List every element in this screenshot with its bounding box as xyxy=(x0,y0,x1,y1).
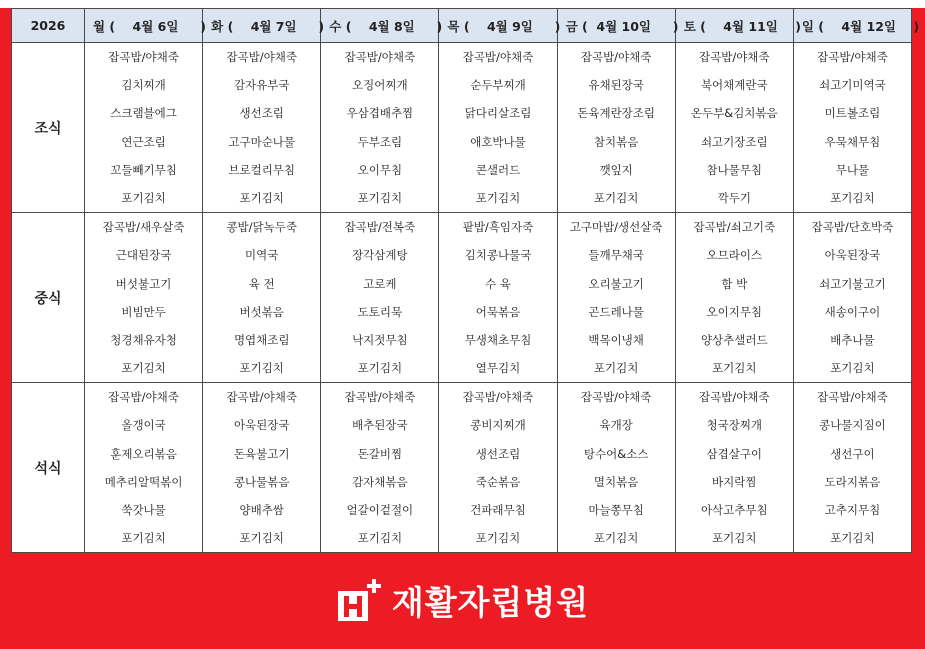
day-header-sat: 토 ( 4월 11일 ) xyxy=(675,9,793,43)
menu-item: 오리불고기 xyxy=(588,276,644,291)
menu-item: 포기김치 xyxy=(712,361,757,376)
menu-cell-lunch-fri xyxy=(557,213,675,383)
menu-cell-dinner-wed xyxy=(321,383,439,553)
menu-item: 열무김치 xyxy=(475,361,521,376)
menu-item: 포기김치 xyxy=(830,361,875,376)
menu-cell-breakfast-thu xyxy=(439,43,557,213)
menu-item: 잡곡밥/야채죽 xyxy=(108,390,179,405)
menu-item: 멸치볶음 xyxy=(593,474,639,489)
menu-item: 연근조림 xyxy=(121,134,166,149)
menu-item: 오므라이스 xyxy=(706,248,763,263)
menu-item: 오이지무침 xyxy=(706,304,763,319)
menu-item: 아욱된장국 xyxy=(233,418,290,433)
menu-item: 스크램블에그 xyxy=(110,106,177,121)
menu-cell-dinner-tue xyxy=(203,383,321,553)
menu-item: 잡곡밥/야채죽 xyxy=(462,50,534,64)
menu-item: 미트볼조림 xyxy=(824,106,881,121)
menu-item: 쇠고기장조림 xyxy=(700,134,768,149)
menu-item: 도라지볶음 xyxy=(824,474,881,489)
menu-item: 잡곡밥/단호박죽 xyxy=(811,220,894,235)
menu-item: 콩비지찌개 xyxy=(470,418,526,433)
menu-item: 바지락찜 xyxy=(712,474,757,489)
menu-item: 훈제오리볶음 xyxy=(110,446,177,461)
menu-item: 애호박나물 xyxy=(470,134,526,149)
menu-item: 생선구이 xyxy=(830,446,875,461)
menu-item: 온두부&김치볶음 xyxy=(690,106,778,121)
day-header-mon: 월 ( 4월 6일 ) xyxy=(85,9,203,43)
menu-item: 잡곡밥/야채죽 xyxy=(699,390,770,405)
menu-item: 포기김치 xyxy=(357,361,403,376)
menu-cell-dinner-fri xyxy=(557,383,675,553)
menu-item: 고구마밥/생선살죽 xyxy=(569,220,663,235)
menu-item: 콘샐러드 xyxy=(475,162,521,177)
menu-item: 잡곡밥/야채죽 xyxy=(817,50,888,64)
menu-item: 양배추쌈 xyxy=(239,503,284,517)
menu-item: 콩밥/닭녹두죽 xyxy=(226,220,297,235)
menu-item: 죽순볶음 xyxy=(475,474,521,489)
menu-item: 쇠고기미역국 xyxy=(819,78,886,93)
menu-item: 포기김치 xyxy=(121,190,166,205)
menu-item: 곤드레나물 xyxy=(588,304,644,319)
menu-item: 잡곡밥/전복죽 xyxy=(344,220,416,235)
menu-item: 고구마순나물 xyxy=(228,134,296,149)
menu-item: 돈육불고기 xyxy=(233,446,290,461)
menu-cell-lunch-mon xyxy=(85,213,203,383)
day-header-thu: 목 ( 4월 9일 ) xyxy=(439,9,557,43)
menu-item: 우삼겹배추찜 xyxy=(346,106,414,121)
menu-item: 포기김치 xyxy=(239,531,284,546)
menu-cell-lunch-sun xyxy=(793,213,911,383)
menu-item: 잡곡밥/야채죽 xyxy=(344,50,416,64)
footer-brand xyxy=(0,552,925,649)
meal-label-lunch: 중식 xyxy=(12,213,85,383)
menu-item: 콩나물볶음 xyxy=(233,474,290,489)
menu-cell-lunch-tue xyxy=(203,213,321,383)
menu-item: 배추나물 xyxy=(830,332,875,347)
menu-item: 함 박 xyxy=(721,276,748,291)
menu-item: 포기김치 xyxy=(475,531,521,546)
menu-item: 닭다리살조림 xyxy=(464,106,532,121)
menu-item: 삼겹살구이 xyxy=(706,446,763,461)
menu-item: 오이무침 xyxy=(357,162,403,177)
menu-item: 유채된장국 xyxy=(588,78,644,93)
menu-item: 들깨무채국 xyxy=(588,248,644,263)
day-header-wed: 수 ( 4월 8일 ) xyxy=(321,9,439,43)
menu-item: 우묵채무침 xyxy=(824,134,881,149)
menu-item: 미역국 xyxy=(245,248,279,263)
menu-item: 백목이냉채 xyxy=(588,332,644,347)
menu-item: 버섯볶음 xyxy=(239,304,284,319)
menu-item: 포기김치 xyxy=(239,190,284,205)
menu-item: 근대된장국 xyxy=(115,248,172,263)
menu-cell-lunch-wed xyxy=(321,213,439,383)
menu-item: 도토리묵 xyxy=(357,304,403,319)
menu-item: 두부조림 xyxy=(357,134,403,149)
meal-row-breakfast xyxy=(12,43,912,213)
menu-item: 포기김치 xyxy=(121,361,166,376)
menu-item: 팥밥/흑임자죽 xyxy=(462,220,534,235)
menu-item: 참치볶음 xyxy=(593,134,639,149)
menu-item: 쇠고기불고기 xyxy=(819,276,886,291)
menu-item: 잡곡밥/새우살죽 xyxy=(102,220,185,235)
menu-item: 마늘쫑무침 xyxy=(588,503,644,517)
menu-cell-breakfast-sat xyxy=(675,43,793,213)
hospital-name: 재활자립병원 xyxy=(391,583,590,622)
menu-item: 깍두기 xyxy=(717,190,751,205)
menu-item: 감자유부국 xyxy=(233,78,290,93)
menu-item: 포기김치 xyxy=(712,531,757,546)
menu-item: 양상추샐러드 xyxy=(700,332,768,347)
menu-item: 고추지무침 xyxy=(824,503,881,517)
menu-item: 육개장 xyxy=(599,418,633,433)
menu-item: 포기김치 xyxy=(121,531,166,546)
menu-item: 감자채볶음 xyxy=(352,474,408,489)
menu-cell-dinner-mon xyxy=(85,383,203,553)
menu-item: 얼갈이겉절이 xyxy=(346,503,414,517)
menu-cell-breakfast-tue xyxy=(203,43,321,213)
menu-item: 낙지젓무침 xyxy=(352,332,408,347)
menu-item: 수 육 xyxy=(485,276,511,291)
menu-item: 잡곡밥/야채죽 xyxy=(580,390,652,405)
menu-cell-dinner-sun xyxy=(793,383,911,553)
menu-cell-lunch-thu xyxy=(439,213,557,383)
menu-item: 버섯불고기 xyxy=(115,276,172,291)
menu-item: 명엽채조림 xyxy=(233,332,290,347)
meal-label-dinner: 석식 xyxy=(12,383,85,553)
menu-item: 메추리알떡볶이 xyxy=(104,474,183,489)
menu-cell-breakfast-wed xyxy=(321,43,439,213)
menu-item: 무나물 xyxy=(835,162,870,177)
weekly-menu-table xyxy=(11,8,920,553)
menu-item: 오징어찌개 xyxy=(352,78,408,93)
menu-item: 순두부찌개 xyxy=(470,78,526,93)
menu-item: 브로컬리무침 xyxy=(228,162,296,177)
menu-item: 포기김치 xyxy=(593,361,639,376)
menu-item: 아삭고추무침 xyxy=(700,503,768,517)
menu-item: 새송이구이 xyxy=(824,304,881,319)
menu-item: 청국장찌개 xyxy=(706,418,763,433)
menu-cell-breakfast-mon xyxy=(85,43,203,213)
day-header-sun: 일 ( 4월 12일 ) xyxy=(793,9,911,43)
menu-item: 포기김치 xyxy=(830,190,875,205)
menu-item: 깻잎지 xyxy=(599,162,633,177)
menu-item: 포기김치 xyxy=(357,190,403,205)
year-header: 2026 xyxy=(12,9,85,43)
meal-row-dinner xyxy=(12,383,912,553)
menu-item: 올갱이국 xyxy=(121,418,166,433)
menu-cell-breakfast-sun xyxy=(793,43,911,213)
menu-item: 육 전 xyxy=(248,276,275,291)
day-header-tue: 화 ( 4월 7일 ) xyxy=(203,9,321,43)
menu-item: 생선조림 xyxy=(239,106,284,121)
menu-item: 배추된장국 xyxy=(352,418,408,433)
menu-item: 어묵볶음 xyxy=(475,304,521,319)
menu-item: 아욱된장국 xyxy=(824,248,881,263)
menu-item: 북어채계란국 xyxy=(700,78,768,93)
menu-item: 잡곡밥/야채죽 xyxy=(817,390,888,405)
menu-item: 잡곡밥/야채죽 xyxy=(226,50,297,64)
menu-item: 돈갈비찜 xyxy=(357,446,403,461)
menu-item: 잡곡밥/쇠고기죽 xyxy=(693,220,776,235)
menu-item: 탕수어&소스 xyxy=(583,446,649,461)
menu-item: 잡곡밥/야채죽 xyxy=(108,50,179,64)
menu-item: 잡곡밥/야채죽 xyxy=(580,50,652,64)
menu-item: 포기김치 xyxy=(593,190,639,205)
table-header-row xyxy=(12,9,912,43)
menu-item: 돈육계란장조림 xyxy=(577,106,656,121)
menu-item: 장각삼계탕 xyxy=(352,248,408,263)
menu-item: 포기김치 xyxy=(239,361,284,376)
menu-item: 건파래무침 xyxy=(470,503,526,517)
menu-item: 생선조림 xyxy=(475,446,521,461)
h-plus-logo-icon xyxy=(336,577,384,625)
menu-item: 포기김치 xyxy=(830,531,875,546)
menu-item: 김치찌개 xyxy=(121,78,166,93)
menu-item: 쑥갓나물 xyxy=(121,503,166,517)
menu-item: 콩나물지짐이 xyxy=(819,418,886,433)
menu-cell-lunch-sat xyxy=(675,213,793,383)
menu-item: 잡곡밥/야채죽 xyxy=(226,390,297,405)
menu-item: 포기김치 xyxy=(475,190,521,205)
menu-item: 잡곡밥/야채죽 xyxy=(344,390,416,405)
menu-item: 꼬들빼기무침 xyxy=(110,162,177,177)
day-header-fri: 금 ( 4월 10일 ) xyxy=(557,9,675,43)
menu-cell-breakfast-fri xyxy=(557,43,675,213)
menu-item: 포기김치 xyxy=(593,531,639,546)
menu-cell-dinner-sat xyxy=(675,383,793,553)
menu-item: 청경채유자청 xyxy=(110,332,177,347)
menu-item: 고로케 xyxy=(363,276,397,291)
menu-item: 무생채초무침 xyxy=(464,332,532,347)
menu-item: 김치콩나물국 xyxy=(464,248,532,263)
meal-label-breakfast: 조식 xyxy=(12,43,85,213)
menu-item: 포기김치 xyxy=(357,531,403,546)
menu-item: 잡곡밥/야채죽 xyxy=(462,390,534,405)
top-margin xyxy=(0,0,925,8)
menu-cell-dinner-thu xyxy=(439,383,557,553)
meal-row-lunch xyxy=(12,213,912,383)
menu-item: 참나물무침 xyxy=(706,162,763,177)
menu-item: 비빔만두 xyxy=(121,304,166,319)
menu-item: 잡곡밥/야채죽 xyxy=(699,50,770,64)
